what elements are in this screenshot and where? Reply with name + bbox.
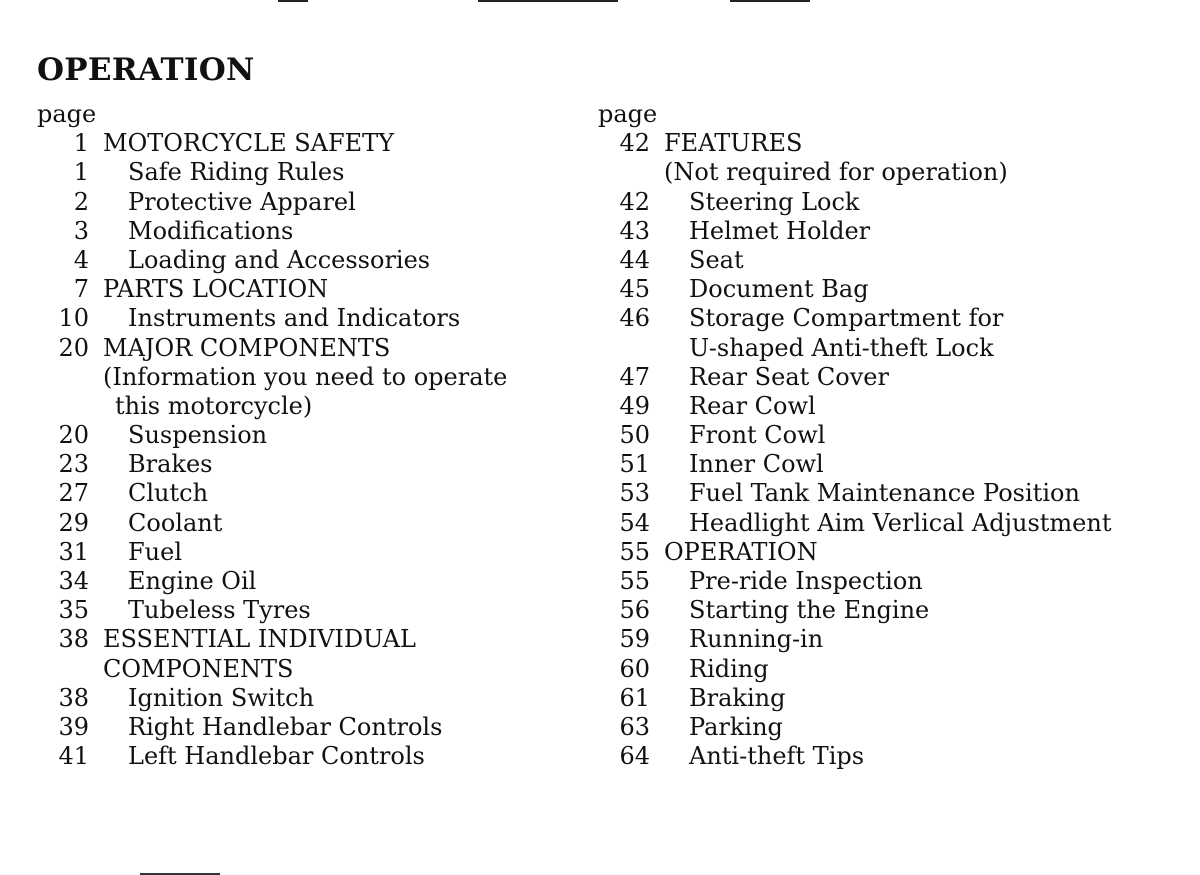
toc-column-right bbox=[598, 100, 1188, 771]
toc-entry bbox=[37, 567, 557, 596]
toc-page-number: 41 bbox=[58, 742, 89, 771]
toc-page-number: 35 bbox=[58, 596, 89, 625]
toc-entry bbox=[37, 217, 557, 246]
toc-entry-title: Inner Cowl bbox=[689, 450, 824, 479]
toc-entry-title: PARTS LOCATION bbox=[103, 275, 329, 304]
toc-entry-title: Coolant bbox=[128, 508, 223, 537]
toc-entry bbox=[598, 567, 1188, 596]
toc-entry bbox=[37, 625, 557, 654]
toc-page-number: 38 bbox=[58, 683, 89, 712]
toc-entry bbox=[598, 509, 1188, 538]
toc-page-number: 60 bbox=[619, 654, 650, 683]
toc-entry bbox=[37, 158, 557, 187]
toc-entry bbox=[37, 538, 557, 567]
toc-page-number: 7 bbox=[73, 275, 89, 304]
toc-entry-title: ESSENTIAL INDIVIDUAL bbox=[103, 625, 416, 654]
toc-page-number: 4 bbox=[73, 245, 89, 274]
toc-list-right bbox=[598, 129, 1188, 771]
toc-entry-title: U-shaped Anti-theft Lock bbox=[689, 333, 994, 362]
toc-page-number: 2 bbox=[73, 187, 89, 216]
toc-page-number: 55 bbox=[619, 567, 650, 595]
toc-page-number: 1 bbox=[73, 129, 89, 158]
toc-entry bbox=[598, 713, 1188, 742]
toc-page-number bbox=[37, 392, 89, 421]
toc-entry-title: (Information you need to operate bbox=[103, 362, 508, 391]
scan-artifact-top bbox=[278, 0, 308, 2]
toc-entry bbox=[598, 158, 1188, 187]
page-column-label: page bbox=[598, 100, 658, 128]
toc-entry bbox=[598, 275, 1188, 304]
toc-entry-title: Suspension bbox=[128, 421, 268, 450]
toc-entry bbox=[37, 450, 557, 479]
scan-artifact-top bbox=[478, 0, 618, 2]
toc-entry bbox=[598, 596, 1188, 625]
toc-entry-title: Steering Lock bbox=[689, 187, 860, 216]
toc-entry-title: Anti-theft Tips bbox=[689, 742, 865, 771]
toc-column-left bbox=[37, 100, 557, 771]
toc-entry-title: Clutch bbox=[128, 479, 209, 508]
toc-entry bbox=[37, 684, 557, 713]
toc-page-number: 1 bbox=[73, 158, 89, 187]
page-title: OPERATION bbox=[37, 52, 255, 88]
toc-page-number: 27 bbox=[58, 479, 89, 508]
toc-entry-title: OPERATION bbox=[664, 537, 818, 566]
toc-page-number: 44 bbox=[619, 245, 650, 274]
toc-page-number: 54 bbox=[619, 508, 650, 537]
toc-entry bbox=[598, 742, 1188, 771]
toc-entry-title: Running-in bbox=[689, 625, 824, 654]
toc-page-number: 39 bbox=[58, 712, 89, 741]
toc-entry bbox=[37, 363, 557, 392]
toc-entry bbox=[37, 479, 557, 508]
toc-page-number: 3 bbox=[73, 216, 89, 245]
toc-entry-title: MAJOR COMPONENTS bbox=[103, 333, 391, 362]
toc-entry bbox=[37, 188, 557, 217]
toc-page-number: 55 bbox=[619, 537, 650, 566]
toc-entry-title: Fuel Tank Maintenance Position bbox=[689, 479, 1080, 508]
toc-page-number bbox=[598, 334, 650, 363]
toc-entry-title: Braking bbox=[689, 683, 786, 712]
toc-list-left bbox=[37, 129, 557, 771]
toc-entry-title: Instruments and Indicators bbox=[128, 304, 461, 333]
toc-entry bbox=[598, 392, 1188, 421]
toc-page-number: 63 bbox=[619, 712, 650, 741]
toc-entry-title: Document Bag bbox=[689, 275, 869, 304]
toc-entry-title: Seat bbox=[689, 245, 744, 274]
toc-entry-title: Storage Compartment for bbox=[689, 304, 1004, 333]
toc-entry bbox=[598, 129, 1188, 158]
toc-page-number: 59 bbox=[619, 625, 650, 654]
toc-entry bbox=[598, 538, 1188, 567]
toc-page-number: 34 bbox=[58, 567, 89, 595]
toc-entry-title: Brakes bbox=[128, 450, 213, 479]
toc-page-number: 31 bbox=[58, 537, 89, 566]
toc-entry bbox=[37, 392, 557, 421]
toc-entry bbox=[37, 246, 557, 275]
toc-page-number: 51 bbox=[619, 450, 650, 479]
toc-page-number: 64 bbox=[619, 742, 650, 771]
toc-entry-title: (Not required for operation) bbox=[664, 158, 1008, 187]
toc-entry bbox=[37, 129, 557, 158]
toc-entry bbox=[598, 625, 1188, 654]
toc-entry-title: Right Handlebar Controls bbox=[128, 712, 443, 741]
toc-entry bbox=[37, 275, 557, 304]
toc-entry-title: Helmet Holder bbox=[689, 216, 871, 245]
page-column-label: page bbox=[37, 100, 97, 128]
toc-page-number: 38 bbox=[58, 625, 89, 654]
toc-entry bbox=[598, 217, 1188, 246]
toc-page-number: 42 bbox=[619, 187, 650, 216]
toc-entry bbox=[598, 188, 1188, 217]
toc-page-number: 56 bbox=[619, 596, 650, 625]
toc-entry-title: Loading and Accessories bbox=[128, 245, 431, 274]
toc-entry bbox=[37, 334, 557, 363]
toc-entry bbox=[37, 304, 557, 333]
toc-entry-title: Protective Apparel bbox=[128, 187, 356, 216]
toc-entry bbox=[37, 596, 557, 625]
toc-page-number bbox=[37, 655, 89, 684]
toc-entry-title: MOTORCYCLE SAFETY bbox=[103, 129, 395, 158]
toc-page-number: 49 bbox=[619, 391, 650, 420]
toc-page-number: 43 bbox=[619, 216, 650, 245]
toc-entry bbox=[37, 742, 557, 771]
toc-page-number: 45 bbox=[619, 275, 650, 304]
toc-entry bbox=[37, 509, 557, 538]
toc-entry-title: Tubeless Tyres bbox=[128, 596, 311, 625]
toc-entry bbox=[598, 655, 1188, 684]
toc-entry bbox=[598, 363, 1188, 392]
toc-entry-title: Pre-ride Inspection bbox=[689, 567, 923, 595]
toc-entry bbox=[598, 246, 1188, 275]
toc-page-number: 23 bbox=[58, 450, 89, 479]
toc-entry-title: Starting the Engine bbox=[689, 596, 930, 625]
toc-page-number: 53 bbox=[619, 479, 650, 508]
toc-entry bbox=[37, 421, 557, 450]
toc-entry-title: Front Cowl bbox=[689, 421, 826, 450]
toc-entry bbox=[598, 450, 1188, 479]
toc-page-number: 46 bbox=[619, 304, 650, 333]
toc-entry-title: Parking bbox=[689, 712, 783, 741]
toc-entry-title: this motorcycle) bbox=[115, 391, 313, 420]
toc-page-number: 20 bbox=[58, 421, 89, 450]
toc-page-number: 29 bbox=[58, 508, 89, 537]
toc-entry bbox=[598, 304, 1188, 333]
toc-entry-title: Modifications bbox=[128, 216, 294, 245]
scan-artifact-top bbox=[730, 0, 810, 2]
toc-page-number bbox=[598, 158, 650, 187]
toc-page-number: 61 bbox=[619, 683, 650, 712]
toc-entry-title: Fuel bbox=[128, 537, 182, 566]
toc-entry-title: Riding bbox=[689, 654, 769, 683]
toc-entry bbox=[37, 655, 557, 684]
toc-page-number: 10 bbox=[58, 304, 89, 333]
toc-entry-title: Left Handlebar Controls bbox=[128, 742, 425, 771]
toc-page-number: 50 bbox=[619, 421, 650, 450]
toc-entry-title: Rear Cowl bbox=[689, 391, 816, 420]
toc-entry bbox=[598, 334, 1188, 363]
toc-entry bbox=[598, 684, 1188, 713]
toc-entry bbox=[37, 713, 557, 742]
toc-page-number: 47 bbox=[619, 362, 650, 391]
toc-entry-title: COMPONENTS bbox=[103, 654, 294, 683]
toc-page-number: 20 bbox=[58, 333, 89, 362]
toc-entry-title: Rear Seat Cover bbox=[689, 362, 889, 391]
toc-page-number bbox=[37, 363, 89, 392]
toc-entry bbox=[598, 479, 1188, 508]
toc-page-number: 42 bbox=[619, 129, 650, 158]
toc-entry-title: Ignition Switch bbox=[128, 683, 315, 712]
toc-entry-title: Headlight Aim Verlical Adjustment bbox=[689, 508, 1112, 537]
toc-entry-title: Safe Riding Rules bbox=[128, 158, 345, 187]
toc-entry-title: FEATURES bbox=[664, 129, 803, 158]
toc-entry bbox=[598, 421, 1188, 450]
toc-entry-title: Engine Oil bbox=[128, 567, 257, 595]
